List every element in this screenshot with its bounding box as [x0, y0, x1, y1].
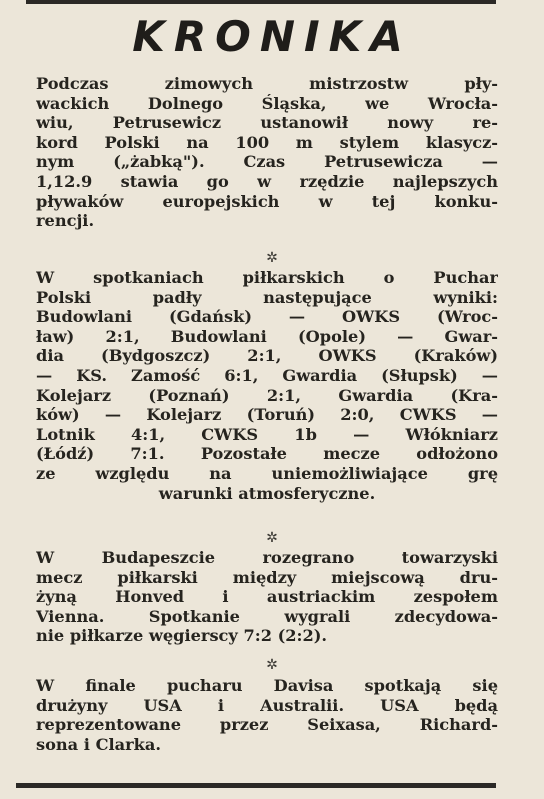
paragraph-football-cup [36, 268, 498, 503]
text-line: Kolejarz (Poznań) 2:1, Gwardia (Kra- [36, 385, 498, 405]
text-line: Podczas zimowych mistrzostw pły- [36, 74, 498, 93]
text-line: wackich Dolnego Śląska, we Wrocła- [36, 93, 498, 113]
text-line: mecz piłkarski między miejscową dru- [36, 567, 498, 587]
text-line: drużyny USA i Australii. USA będą [36, 695, 498, 715]
text-line: W spotkaniach piłkarskich o Puchar [36, 268, 498, 287]
text-line: Vienna. Spotkanie wygrali zdecydowa- [36, 606, 498, 626]
text-line: W finale pucharu Davisa spotkają się [36, 676, 498, 695]
text-line: Budowlani (Gdańsk) — OWKS (Wroc- [36, 307, 498, 327]
paragraph-davis-cup [36, 676, 498, 754]
text-line: (Łódź) 7:1. Pozostałe mecze odłożono [36, 444, 498, 464]
text-line: rencji. [36, 211, 95, 231]
separator-star: ✲ [266, 530, 278, 546]
text-line: pływaków europejskich w tej konku- [36, 191, 498, 211]
column-title: KRONIKA [132, 12, 412, 61]
text-line: W Budapeszcie rozegrano towarzyski [36, 548, 498, 567]
text-line: dia (Bydgoszcz) 2:1, OWKS (Kraków) [36, 346, 498, 366]
text-line: kord Polski na 100 m stylem klasycz- [36, 132, 498, 152]
text-line: nym („żabką"). Czas Petrusewicza — [36, 152, 498, 172]
text-line: ków) — Kolejarz (Toruń) 2:0, CWKS — [36, 405, 498, 425]
text-line: Polski padły następujące wyniki: [36, 287, 498, 307]
text-line: reprezentowane przez Seixasa, Richard- [36, 715, 498, 735]
text-line: sona i Clarka. [36, 734, 161, 754]
text-line: Lotnik 4:1, CWKS 1b — Włókniarz [36, 424, 498, 444]
text-line: żyną Honved i austriackim zespołem [36, 587, 498, 607]
paragraph-swimming [36, 74, 498, 231]
bottom-rule [16, 783, 496, 788]
text-line: ław) 2:1, Budowlani (Opole) — Gwar- [36, 326, 498, 346]
text-line: ze względu na uniemożliwiające grę [36, 463, 498, 483]
paragraph-budapest-match [36, 548, 498, 646]
top-rule [26, 0, 496, 4]
separator-star: ✲ [266, 250, 278, 266]
text-line: — KS. Zamość 6:1, Gwardia (Słupsk) — [36, 365, 498, 385]
text-line: nie piłkarze węgierscy 7:2 (2:2). [36, 626, 328, 646]
separator-star: ✲ [266, 657, 278, 673]
text-line: 1,12.9 stawia go w rzędzie najlepszych [36, 171, 498, 191]
text-line: warunki atmosferyczne. [158, 483, 376, 503]
text-line: wiu, Petrusewicz ustanowił nowy re- [36, 113, 498, 133]
